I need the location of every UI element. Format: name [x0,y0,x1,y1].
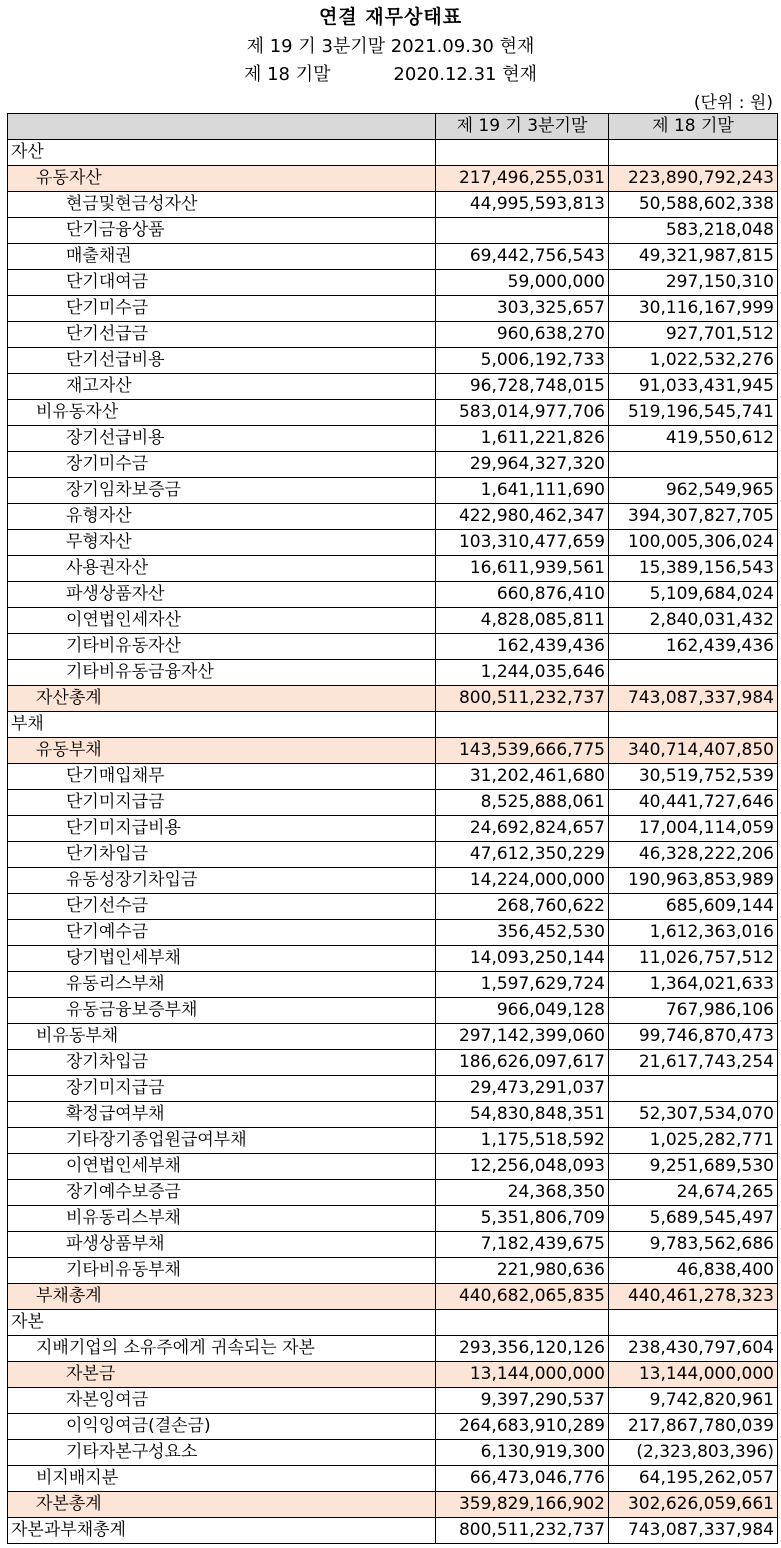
prior-period-value: 9,742,820,961 [609,1388,778,1414]
table-row [8,894,778,920]
account-label: 부채 [8,712,436,738]
prior-period-value: 767,986,106 [609,998,778,1024]
account-label: 단기미수금 [8,296,436,322]
prior-period-value: 24,674,265 [609,1180,778,1206]
table-header-row [8,114,778,140]
account-label: 기타장기종업원급여부채 [8,1128,436,1154]
current-period-value: 221,980,636 [436,1258,609,1284]
current-period-value [436,1310,609,1336]
table-row [8,1128,778,1154]
prior-period-value: 419,550,612 [609,426,778,452]
current-period-value [436,712,609,738]
table-row [8,1076,778,1102]
prior-period-value: 30,116,167,999 [609,296,778,322]
table-row [8,1284,778,1310]
table-row [8,868,778,894]
account-label: 현금및현금성자산 [8,192,436,218]
table-row [8,1336,778,1362]
table-row [8,1362,778,1388]
prior-period-value: 11,026,757,512 [609,946,778,972]
current-period-value: 13,144,000,000 [436,1362,609,1388]
current-period-value: 1,641,111,690 [436,478,609,504]
column-header-prior: 제 18 기말 [609,114,778,140]
prior-period-value: 49,321,987,815 [609,244,778,270]
current-period-value: 8,525,888,061 [436,790,609,816]
prior-period-value: 743,087,337,984 [609,1518,778,1544]
account-label: 사용권자산 [8,556,436,582]
prior-period-value: 162,439,436 [609,634,778,660]
current-period-value: 103,310,477,659 [436,530,609,556]
current-period-value: 217,496,255,031 [436,166,609,192]
prior-period-value: 15,389,156,543 [609,556,778,582]
table-row [8,660,778,686]
table-row [8,1466,778,1492]
prior-period-value: 1,022,532,276 [609,348,778,374]
table-row [8,1050,778,1076]
table-row [8,166,778,192]
table-row [8,816,778,842]
current-period-value: 800,511,232,737 [436,1518,609,1544]
current-period-value: 29,473,291,037 [436,1076,609,1102]
prior-period-value: 5,689,545,497 [609,1206,778,1232]
prior-period-value: 1,612,363,016 [609,920,778,946]
prior-period-value: 217,867,780,039 [609,1414,778,1440]
account-label: 무형자산 [8,530,436,556]
account-label: 확정급여부채 [8,1102,436,1128]
prior-period-value [609,452,778,478]
current-period-value: 6,130,919,300 [436,1440,609,1466]
current-period-value: 583,014,977,706 [436,400,609,426]
table-row [8,920,778,946]
prior-period-value: 30,519,752,539 [609,764,778,790]
table-row [8,946,778,972]
prior-period-value: 9,783,562,686 [609,1232,778,1258]
current-period-value: 143,539,666,775 [436,738,609,764]
prior-period-value: 9,251,689,530 [609,1154,778,1180]
current-period-value: 12,256,048,093 [436,1154,609,1180]
account-label: 단기미지급금 [8,790,436,816]
current-period-value: 1,597,629,724 [436,972,609,998]
account-label: 장기차입금 [8,1050,436,1076]
account-label: 부채총계 [8,1284,436,1310]
account-label: 기타비유동자산 [8,634,436,660]
prior-period-value: 190,963,853,989 [609,868,778,894]
account-label: 자산총계 [8,686,436,712]
current-period-value: 59,000,000 [436,270,609,296]
current-period-value: 5,006,192,733 [436,348,609,374]
account-label: 파생상품부채 [8,1232,436,1258]
current-period-value: 54,830,848,351 [436,1102,609,1128]
account-label: 비유동리스부채 [8,1206,436,1232]
prior-period-value: 743,087,337,984 [609,686,778,712]
table-row [8,1388,778,1414]
account-label: 비유동부채 [8,1024,436,1050]
prior-period-value: 46,838,400 [609,1258,778,1284]
account-label: 자본잉여금 [8,1388,436,1414]
prior-period-value [609,140,778,166]
table-row [8,1154,778,1180]
prior-period-value: (2,323,803,396) [609,1440,778,1466]
prior-period-value [609,660,778,686]
prior-period-value: 238,430,797,604 [609,1336,778,1362]
table-row [8,1414,778,1440]
column-header-account [8,114,436,140]
current-period-value: 7,182,439,675 [436,1232,609,1258]
table-row [8,270,778,296]
account-label: 단기대여금 [8,270,436,296]
prior-period-value: 40,441,727,646 [609,790,778,816]
prior-period-value: 21,617,743,254 [609,1050,778,1076]
prior-period-value [609,1076,778,1102]
prior-period-value: 340,714,407,850 [609,738,778,764]
table-row [8,1206,778,1232]
prior-period-value: 583,218,048 [609,218,778,244]
current-period-value: 660,876,410 [436,582,609,608]
account-label: 장기미지급금 [8,1076,436,1102]
current-period-value: 24,692,824,657 [436,816,609,842]
current-period-value: 5,351,806,709 [436,1206,609,1232]
prior-period-value: 927,701,512 [609,322,778,348]
current-period-value: 966,049,128 [436,998,609,1024]
prior-period-value: 50,588,602,338 [609,192,778,218]
table-row [8,296,778,322]
table-row [8,244,778,270]
prior-period-value: 519,196,545,741 [609,400,778,426]
current-period-value: 359,829,166,902 [436,1492,609,1518]
account-label: 자본과부채총계 [8,1518,436,1544]
account-label: 기타자본구성요소 [8,1440,436,1466]
current-period-value: 303,325,657 [436,296,609,322]
table-row [8,1310,778,1336]
column-header-current: 제 19 기 3분기말 [436,114,609,140]
table-row [8,556,778,582]
current-period-value [436,218,609,244]
table-row [8,1180,778,1206]
current-period-value: 29,964,327,320 [436,452,609,478]
current-period-value: 47,612,350,229 [436,842,609,868]
balance-sheet-table [7,113,778,1544]
account-label: 비지배지분 [8,1466,436,1492]
table-row [8,634,778,660]
current-period-value: 293,356,120,126 [436,1336,609,1362]
statement-title: 연결 재무상태표 [318,6,463,28]
prior-period-value: 99,746,870,473 [609,1024,778,1050]
prior-period-value: 394,307,827,705 [609,504,778,530]
table-row [8,400,778,426]
prior-period-value: 685,609,144 [609,894,778,920]
current-period-value: 1,175,518,592 [436,1128,609,1154]
prior-period-value [609,712,778,738]
table-row [8,1258,778,1284]
table-row [8,998,778,1024]
account-label: 기타비유동부채 [8,1258,436,1284]
prior-period-value: 52,307,534,070 [609,1102,778,1128]
table-row [8,738,778,764]
current-period-value: 422,980,462,347 [436,504,609,530]
table-row [8,140,778,166]
current-period-value: 44,995,593,813 [436,192,609,218]
prior-period-value: 1,025,282,771 [609,1128,778,1154]
table-row [8,972,778,998]
account-label: 장기미수금 [8,452,436,478]
account-label: 기타비유동금융자산 [8,660,436,686]
current-period-value: 69,442,756,543 [436,244,609,270]
current-period-value: 14,224,000,000 [436,868,609,894]
account-label: 장기임차보증금 [8,478,436,504]
table-row [8,504,778,530]
table-row [8,842,778,868]
table-row [8,582,778,608]
table-row [8,530,778,556]
account-label: 유동리스부채 [8,972,436,998]
account-label: 유동성장기차입금 [8,868,436,894]
current-period-value: 66,473,046,776 [436,1466,609,1492]
table-row [8,790,778,816]
table-row [8,348,778,374]
current-period-value: 800,511,232,737 [436,686,609,712]
current-period-value [436,140,609,166]
prior-period-caption: 제 18 기말 2020.12.31 현재 [243,64,537,85]
account-label: 이연법인세부채 [8,1154,436,1180]
account-label: 지배기업의 소유주에게 귀속되는 자본 [8,1336,436,1362]
current-period-value: 356,452,530 [436,920,609,946]
account-label: 유동금융보증부채 [8,998,436,1024]
table-row [8,1492,778,1518]
table-row [8,1440,778,1466]
unit-label: (단위 : 원) [693,93,773,113]
account-label: 유동자산 [8,166,436,192]
account-label: 자본금 [8,1362,436,1388]
prior-period-value: 91,033,431,945 [609,374,778,400]
account-label: 단기미지급비용 [8,816,436,842]
table-row [8,1232,778,1258]
current-period-value: 186,626,097,617 [436,1050,609,1076]
account-label: 당기법인세부채 [8,946,436,972]
table-row [8,374,778,400]
current-period-value: 1,244,035,646 [436,660,609,686]
current-period-value: 440,682,065,835 [436,1284,609,1310]
prior-period-value [609,1310,778,1336]
account-label: 단기예수금 [8,920,436,946]
current-period-value: 1,611,221,826 [436,426,609,452]
account-label: 단기금융상품 [8,218,436,244]
prior-period-value: 17,004,114,059 [609,816,778,842]
account-label: 비유동자산 [8,400,436,426]
current-period-value: 14,093,250,144 [436,946,609,972]
current-period-value: 24,368,350 [436,1180,609,1206]
prior-period-value: 64,195,262,057 [609,1466,778,1492]
table-row [8,426,778,452]
account-label: 재고자산 [8,374,436,400]
table-row [8,764,778,790]
prior-period-value: 5,109,684,024 [609,582,778,608]
prior-period-value: 223,890,792,243 [609,166,778,192]
table-row [8,478,778,504]
table-row [8,452,778,478]
account-label: 자본 [8,1310,436,1336]
table-row [8,192,778,218]
account-label: 유동부채 [8,738,436,764]
account-label: 단기선급비용 [8,348,436,374]
table-row [8,1024,778,1050]
prior-period-value: 302,626,059,661 [609,1492,778,1518]
prior-period-value: 2,840,031,432 [609,608,778,634]
prior-period-value: 962,549,965 [609,478,778,504]
table-row [8,322,778,348]
table-row [8,218,778,244]
current-period-value: 297,142,399,060 [436,1024,609,1050]
account-label: 자본총계 [8,1492,436,1518]
table-row [8,608,778,634]
current-period-value: 162,439,436 [436,634,609,660]
account-label: 매출채권 [8,244,436,270]
account-label: 장기선급비용 [8,426,436,452]
prior-period-value: 46,328,222,206 [609,842,778,868]
current-period-value: 264,683,910,289 [436,1414,609,1440]
account-label: 단기선급금 [8,322,436,348]
account-label: 단기차입금 [8,842,436,868]
account-label: 유형자산 [8,504,436,530]
current-period-value: 31,202,461,680 [436,764,609,790]
prior-period-value: 100,005,306,024 [609,530,778,556]
current-period-value: 9,397,290,537 [436,1388,609,1414]
account-label: 이익잉여금(결손금) [8,1414,436,1440]
table-row [8,712,778,738]
current-period-value: 268,760,622 [436,894,609,920]
prior-period-value: 13,144,000,000 [609,1362,778,1388]
prior-period-value: 297,150,310 [609,270,778,296]
current-period-value: 960,638,270 [436,322,609,348]
current-period-caption: 제 19 기 3분기말 2021.09.30 현재 [246,36,535,57]
table-row [8,686,778,712]
current-period-value: 16,611,939,561 [436,556,609,582]
account-label: 장기예수보증금 [8,1180,436,1206]
table-body [8,140,778,1544]
account-label: 파생상품자산 [8,582,436,608]
account-label: 단기선수금 [8,894,436,920]
table-row [8,1518,778,1544]
table-row [8,1102,778,1128]
current-period-value: 4,828,085,811 [436,608,609,634]
prior-period-value: 440,461,278,323 [609,1284,778,1310]
account-label: 이연법인세자산 [8,608,436,634]
account-label: 단기매입채무 [8,764,436,790]
account-label: 자산 [8,140,436,166]
prior-period-value: 1,364,021,633 [609,972,778,998]
current-period-value: 96,728,748,015 [436,374,609,400]
